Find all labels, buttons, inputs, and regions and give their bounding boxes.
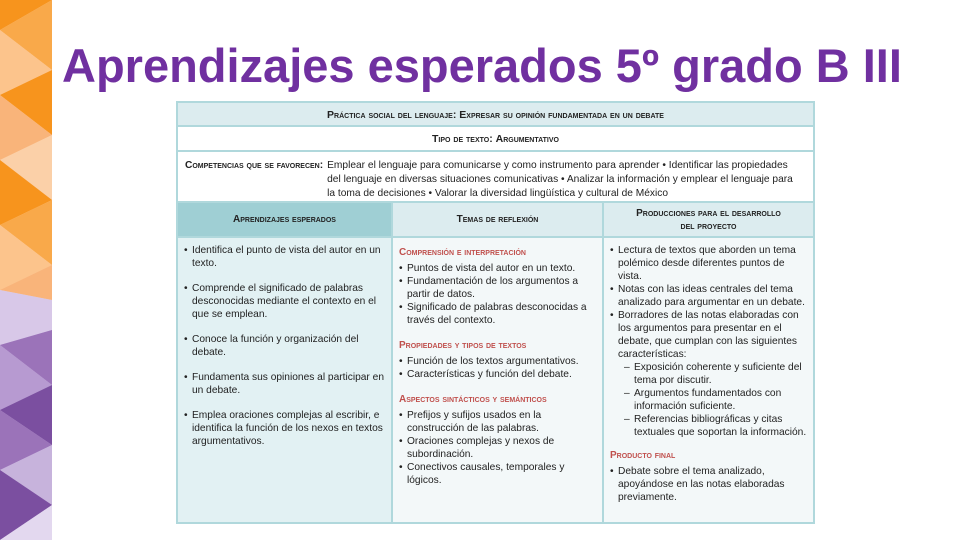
section-heading: Aspectos sintácticos y semánticos <box>399 394 547 405</box>
list-item: • Comprende el significado de palabras desconocidas mediante el contexto en el que se emplean. <box>184 283 377 320</box>
practica-row <box>178 103 813 127</box>
list-item: • Lectura de textos que aborden un tema polémico desde diferentes puntos de vista. <box>610 245 796 282</box>
column-aprendizajes <box>178 238 391 522</box>
sub-list-item: – Exposición coherente y suficiente del tema por discutir. <box>624 362 802 386</box>
list-item: • Significado de palabras desconocidas a través del contexto. <box>399 302 587 326</box>
decorative-ribbon <box>0 0 52 540</box>
slide-title: Aprendizajes esperados 5º grado B III <box>62 39 902 92</box>
curriculum-table <box>176 101 815 524</box>
list-item: • Función de los textos argumentativos. <box>399 356 579 367</box>
competencias-text: Emplear el lenguaje para comunicarse y como instrumento para aprender • Identificar las propiedades del lenguaje en diversas situaciones comunicativas • Analizar la información y emplear el lenguaje para la toma de decisiones • Valorar la diversidad lingüística y cultural de México <box>327 160 793 199</box>
list-item: • Fundamentación de los argumentos a partir de datos. <box>399 276 579 300</box>
tipo-row <box>178 127 813 152</box>
list-item: • Identifica el punto de vista del autor en un texto. <box>184 245 381 269</box>
list-item: • Oraciones complejas y nexos de subordinación. <box>399 436 555 460</box>
list-item: • Puntos de vista del autor en un texto. <box>399 263 576 274</box>
list-item: • Características y función del debate. <box>399 369 572 380</box>
column-temas <box>391 238 602 522</box>
practica-label: Práctica social del lenguaje: <box>327 109 457 121</box>
list-item: • Borradores de las notas elaboradas con los argumentos para presentar en el debate, que cumplan con las siguientes características: <box>610 310 799 360</box>
list-item: • Conoce la función y organización del debate. <box>184 334 359 358</box>
header-temas <box>391 203 602 238</box>
section-heading: Comprensión e interpretación <box>399 247 526 258</box>
practica-value: Expresar su opinión fundamentada en un debate <box>459 109 664 121</box>
list-item: • Conectivos causales, temporales y lógicos. <box>399 462 565 486</box>
competencias-label: Competencias que se favorecen: <box>185 160 324 171</box>
sub-list-item: – Argumentos fundamentados con información suficiente. <box>624 388 782 412</box>
list-item: • Debate sobre el tema analizado, apoyándose en las notas elaboradas previamente. <box>610 466 785 503</box>
sub-list-item: – Referencias bibliográficas y citas textuales que soportan la información. <box>624 414 807 438</box>
section-heading: Propiedades y tipos de textos <box>399 340 527 351</box>
section-heading: Producto final <box>610 450 676 461</box>
list-item: • Fundamenta sus opiniones al participar en un debate. <box>184 372 384 396</box>
header-label: Aprendizajes esperados <box>233 214 336 225</box>
list-item: • Emplea oraciones complejas al escribir, e identifica la función de los nexos en textos argumentativos. <box>184 410 383 447</box>
header-aprendizajes <box>178 203 391 238</box>
competencias-row <box>178 152 813 203</box>
tipo-value: Argumentativo <box>495 133 559 145</box>
list-item: • Prefijos y sufijos usados en la construcción de las palabras. <box>399 410 542 434</box>
header-label: Temas de reflexión <box>456 214 539 225</box>
header-label: Producciones para el desarrollo del proyecto <box>636 207 781 232</box>
list-item: • Notas con las ideas centrales del tema analizado para argumentar en un debate. <box>610 284 805 308</box>
header-producciones <box>602 203 813 238</box>
tipo-label: Tipo de texto: <box>432 133 493 145</box>
column-producciones <box>602 238 813 522</box>
